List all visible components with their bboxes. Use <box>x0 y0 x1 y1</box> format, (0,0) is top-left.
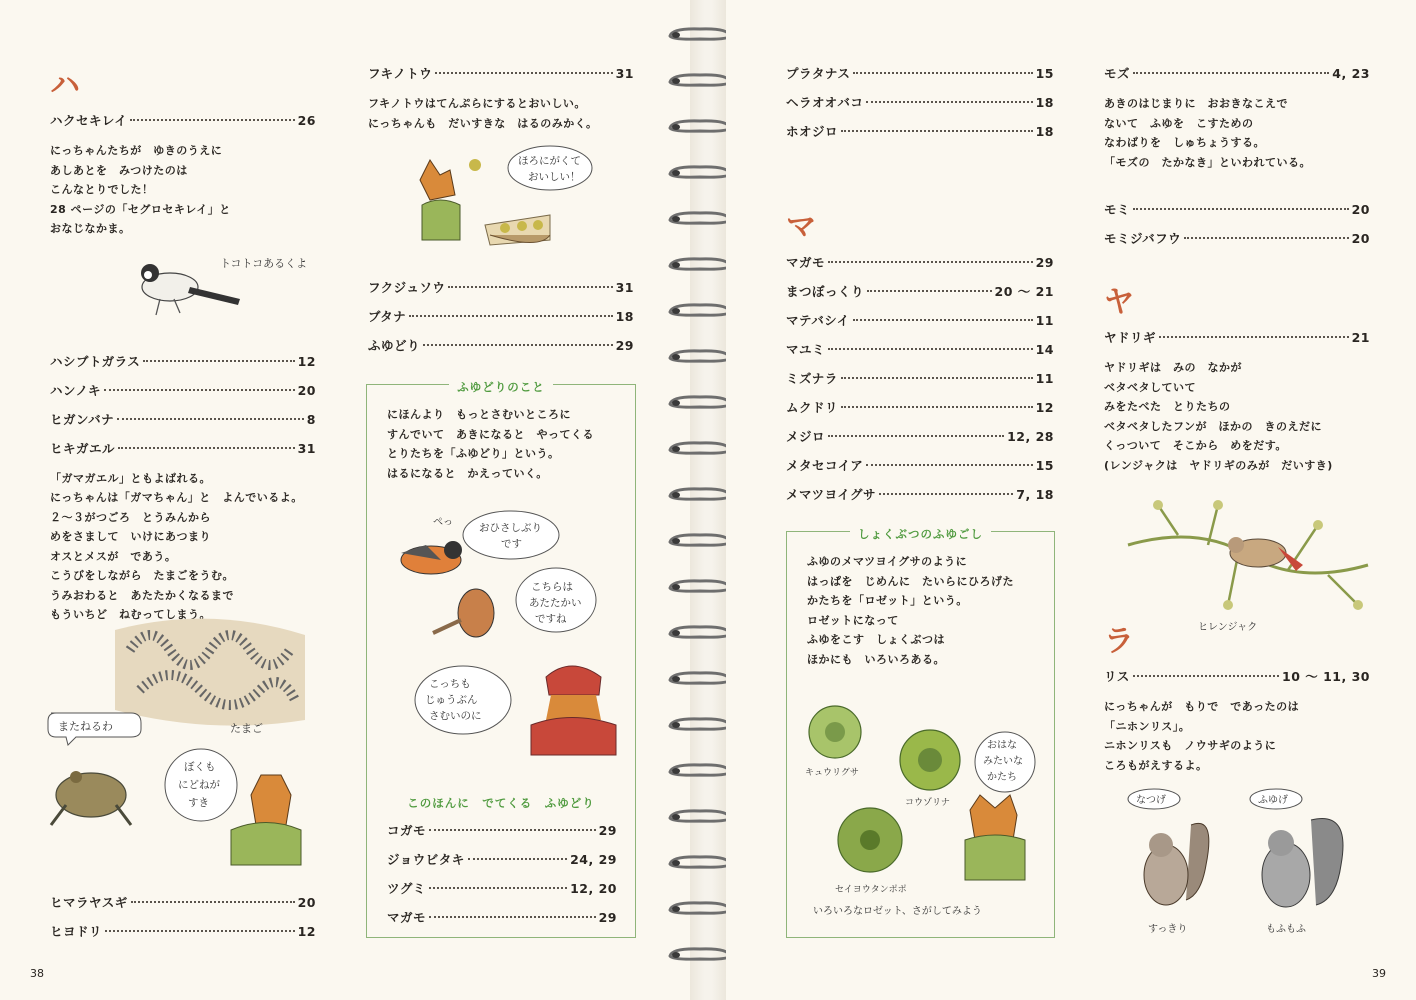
desc-line: にっちゃんも だいすきな はるのみかく。 <box>368 116 598 130</box>
index-entry <box>368 273 634 302</box>
desc-line: こんなとりでした！ <box>50 183 154 196</box>
rosette-caption: いろいろなロゼット、さがしてみよう <box>813 906 982 917</box>
desc-line: 「ガマガエル」ともよばれる。 <box>50 471 211 485</box>
index-entry <box>786 451 1054 480</box>
leader-dots <box>105 930 295 932</box>
entry-page: 18 <box>1035 124 1054 139</box>
entry-page: 10 ～ 11, 30 <box>1282 669 1370 684</box>
entry-name: ヒガンバナ <box>50 411 115 427</box>
plant-label: コウゾリナ <box>905 798 950 808</box>
column-ra <box>1104 622 1370 783</box>
leader-dots <box>429 829 596 831</box>
leader-dots <box>118 447 295 449</box>
spiral-ring <box>668 670 732 686</box>
entry-name: マガモ <box>387 910 427 925</box>
entry-page: 14 <box>1035 342 1054 357</box>
leader-dots <box>841 406 1033 408</box>
entry-name: ツグミ <box>387 881 426 896</box>
entry-page: 31 <box>297 440 316 456</box>
index-entry <box>786 364 1054 393</box>
desc-line: ないて ふゆを こすための <box>1104 116 1254 130</box>
index-entry <box>387 903 617 932</box>
desc-line: ころもがえするよ。 <box>1104 758 1208 772</box>
entry-name: マユミ <box>786 342 826 357</box>
column-fu-b <box>368 273 634 360</box>
spiral-ring <box>668 394 732 410</box>
entry-page: 31 <box>615 280 634 295</box>
entry-name: ホオジロ <box>786 124 839 139</box>
leader-dots <box>1184 237 1348 239</box>
dog-eating-fukinotou-illustration <box>400 140 620 255</box>
leader-dots <box>867 290 991 292</box>
index-entry <box>786 335 1054 364</box>
desc-line: ふゆをこす しょくぶつは <box>807 633 945 646</box>
winter-birds-list <box>387 816 617 932</box>
leader-dots <box>828 435 1004 437</box>
index-entry <box>368 302 634 331</box>
leader-dots <box>468 858 567 860</box>
left-page <box>0 0 690 1000</box>
leader-dots <box>130 119 294 121</box>
entry-name: ブタナ <box>368 309 407 324</box>
plant-wintering-box <box>786 527 1055 938</box>
column-mo <box>1104 59 1370 180</box>
squirrels-illustration <box>1106 785 1366 940</box>
page-number-right: 39 <box>1372 967 1386 980</box>
bird-caption: トコトコあるくよ <box>220 256 308 270</box>
entry-page: 12, 20 <box>570 881 617 896</box>
entry-name: マテバシイ <box>786 313 850 328</box>
leader-dots <box>828 348 1033 350</box>
spiral-ring <box>668 72 732 88</box>
entry-page: 15 <box>1035 66 1054 81</box>
dog-speech-line: すき <box>188 797 209 809</box>
desc-line: ヤドリギは みの なかが <box>1104 361 1242 374</box>
speech-line: こっちも <box>429 678 471 690</box>
entry-page: 20 <box>297 895 316 910</box>
entry-page: 31 <box>615 66 634 81</box>
index-entry <box>387 845 617 874</box>
desc-line: はるになると かえっていく。 <box>387 466 548 480</box>
leader-dots <box>853 319 1033 321</box>
risu-description <box>1104 697 1370 775</box>
leader-dots <box>409 315 612 317</box>
box-title-text: しょくぶつのふゆごし <box>850 527 991 541</box>
speech-line: おひさしぶり <box>479 522 542 534</box>
box-title <box>787 523 1054 542</box>
entry-name: まつぼっくり <box>786 284 865 299</box>
box-title <box>367 376 635 395</box>
leader-dots <box>866 464 1032 466</box>
speech-line: かたち <box>987 772 1017 783</box>
entry-name: ヒキガエル <box>50 440 116 456</box>
desc-line: おなじなかま。 <box>50 222 131 235</box>
squirrel-label: ふゆげ <box>1258 795 1288 806</box>
entry-page: 12 <box>297 924 316 939</box>
leader-dots <box>853 72 1032 74</box>
squirrel-caption: もふもふ <box>1266 924 1306 935</box>
egg-caption: たまご <box>230 722 263 735</box>
entry-page: 4, 23 <box>1332 66 1370 81</box>
entry-name: ハンノキ <box>50 382 102 398</box>
index-entry <box>50 434 316 463</box>
waxwing-mistletoe-illustration <box>1118 485 1388 635</box>
mozu-description <box>1104 94 1370 172</box>
entry-name: プラタナス <box>786 66 851 81</box>
column-ya <box>1104 283 1370 483</box>
leader-dots <box>448 286 612 288</box>
dog-speech-line: ぼくも <box>184 761 216 773</box>
spiral-ring <box>668 578 732 594</box>
spiral-ring <box>668 26 732 42</box>
leader-dots <box>143 360 294 362</box>
desc-line: みをたべた とりたちの <box>1104 400 1231 413</box>
desc-line: 「ニホンリス」。 <box>1104 719 1191 733</box>
index-entry <box>50 347 316 376</box>
spiral-ring <box>668 716 732 732</box>
entry-name: ハクセキレイ <box>50 113 128 128</box>
yadorigi-description <box>1104 358 1370 475</box>
index-entry <box>387 874 617 903</box>
hakusekirei-description <box>50 141 316 239</box>
leader-dots <box>435 72 612 74</box>
desc-line: めをさまして いけにあつまり <box>50 530 211 543</box>
winter-birds-list-title: このほんに でてくる ふゆどり <box>407 796 595 810</box>
spiral-ring <box>668 624 732 640</box>
dog-speech-line: にどねが <box>178 779 220 791</box>
fukinotou-description <box>368 94 634 133</box>
leader-dots <box>1133 208 1349 210</box>
index-entry <box>786 422 1054 451</box>
desc-line: くっついて そこから めをだす。 <box>1104 439 1287 452</box>
entry-name: コガモ <box>387 823 427 838</box>
desc-line: にっちゃんが もりで であったのは <box>1104 700 1300 713</box>
bird-sound: ぺっ <box>433 517 453 528</box>
plant-label: セイヨウタンポポ <box>835 885 907 895</box>
spiral-ring <box>668 164 732 180</box>
desc-line: なわばりを しゅちょうする。 <box>1104 136 1265 149</box>
entry-name: ヒマラヤスギ <box>50 895 128 910</box>
desc-line: ２～３がつごろ とうみんから <box>50 510 211 524</box>
speech-line: ほろにがくて <box>518 155 581 167</box>
spiral-ring <box>668 118 732 134</box>
index-entry <box>368 331 634 360</box>
rosette-description <box>807 552 1014 669</box>
box-title-text: ふゆどりのこと <box>449 380 553 394</box>
entry-page: 29 <box>598 910 617 925</box>
desc-line: かたちを「ロゼット」という。 <box>807 594 968 607</box>
rosette-plants-illustration <box>795 700 1045 925</box>
index-entry <box>50 405 316 434</box>
speech-line: おいしい！ <box>528 171 581 183</box>
entry-page: 21 <box>1351 330 1370 345</box>
column-ha <box>50 66 316 633</box>
entry-page: 7, 18 <box>1016 487 1054 502</box>
index-entry <box>50 888 316 917</box>
entry-page: 12 <box>297 353 316 369</box>
entry-page: 12, 28 <box>1007 429 1054 444</box>
desc-line: はっぱを じめんに たいらにひろげた <box>807 574 1014 588</box>
entry-name: リス <box>1104 669 1130 684</box>
desc-line: すんでいて あきになると やってくる <box>387 427 594 441</box>
winter-birds-illustration <box>371 505 629 761</box>
desc-line: にっちゃんは「ガマちゃん」と よんでいるよ。 <box>50 491 303 504</box>
index-entry <box>50 376 316 405</box>
entry-page: 12 <box>1035 400 1054 415</box>
index-entry <box>1104 195 1370 224</box>
right-page <box>726 0 1416 1000</box>
squirrel-caption: すっきり <box>1148 924 1188 935</box>
entry-name: ヤドリギ <box>1104 330 1157 345</box>
index-entry <box>786 88 1054 117</box>
kana-heading-ha: ハ <box>50 68 80 103</box>
spiral-ring <box>668 348 732 364</box>
entry-page: 8 <box>306 411 316 427</box>
index-entry-hakusekirei <box>50 106 316 135</box>
spiral-ring <box>668 210 732 226</box>
leader-dots <box>828 261 1033 263</box>
desc-line: ベタベタしたフンが ほかの きのえだに <box>1104 419 1323 433</box>
column-momi <box>1104 195 1370 253</box>
desc-line: ほかにも いろいろある。 <box>807 652 945 666</box>
entry-name: マガモ <box>786 255 826 270</box>
index-entry <box>1104 224 1370 253</box>
index-entry <box>387 816 617 845</box>
entry-name: ヘラオオバコ <box>786 95 864 110</box>
speech-line: みたいな <box>983 756 1023 767</box>
desc-line: ベタベタしていて <box>1104 380 1196 394</box>
desc-line: こうびをしながら たまごをうむ。 <box>50 569 234 582</box>
plant-label: キュウリグサ <box>805 768 859 778</box>
column-fu <box>368 59 634 141</box>
leader-dots <box>423 344 613 346</box>
squirrel-label: なつげ <box>1136 795 1166 806</box>
kana-heading-ya: ヤ <box>1104 285 1134 320</box>
speech-line: おはな <box>987 740 1017 751</box>
page-number-left: 38 <box>30 967 44 980</box>
entry-page: 11 <box>1035 371 1054 386</box>
kana-heading-ma: マ <box>786 210 816 245</box>
entry-page: 29 <box>1035 255 1054 270</box>
index-entry <box>786 248 1054 277</box>
index-entry <box>786 306 1054 335</box>
entry-name: ハシブトガラス <box>50 353 141 369</box>
spiral-ring <box>668 532 732 548</box>
desc-line: 「モズの たかなき」といわれている。 <box>1104 155 1311 169</box>
entry-name: ヒヨドリ <box>50 924 103 939</box>
entry-name: モズ <box>1104 66 1131 81</box>
index-entry <box>786 117 1054 146</box>
entry-page: 11 <box>1035 313 1054 328</box>
index-entry <box>786 59 1054 88</box>
spiral-ring <box>668 900 732 916</box>
leader-dots <box>1159 336 1349 338</box>
leader-dots <box>1133 72 1329 74</box>
leader-dots <box>866 101 1032 103</box>
leader-dots <box>879 493 1013 495</box>
desc-line: (レンジャクは ヤドリギのみが だいすき) <box>1104 458 1333 472</box>
entry-name: ムクドリ <box>786 400 839 415</box>
spiral-ring <box>668 302 732 318</box>
entry-name: モミジバフウ <box>1104 231 1182 246</box>
index-entry-yadorigi <box>1104 323 1370 352</box>
spiral-ring <box>668 854 732 870</box>
leader-dots <box>429 916 596 918</box>
leader-dots <box>841 377 1033 379</box>
entry-name: メマツヨイグサ <box>786 487 877 502</box>
entry-name: メタセコイア <box>786 458 864 473</box>
entry-page: 20 <box>297 382 316 398</box>
entry-page: 20 <box>1351 202 1370 217</box>
desc-line: フキノトウはてんぷらにするとおいしい。 <box>368 97 586 110</box>
spiral-ring <box>668 440 732 456</box>
entry-name: ジョウビタキ <box>387 852 465 867</box>
index-entry <box>786 480 1054 509</box>
leader-dots <box>117 418 304 420</box>
spiral-ring <box>668 946 732 962</box>
speech-line: こちらは <box>531 581 573 593</box>
desc-line: にっちゃんたちが ゆきのうえに <box>50 144 223 157</box>
desc-line: ロゼットになって <box>807 613 899 627</box>
hikigaeru-description <box>50 469 316 625</box>
leader-dots <box>429 887 567 889</box>
index-entry-mozu <box>1104 59 1370 88</box>
index-entry <box>786 393 1054 422</box>
entry-page: 24, 29 <box>570 852 617 867</box>
speech-line: ですね <box>535 613 567 625</box>
index-entry-fukinotou <box>368 59 634 88</box>
entry-name: ミズナラ <box>786 371 838 386</box>
bird-caption: ヒレンジャク <box>1198 622 1258 633</box>
desc-line: にほんより もっとさむいところに <box>387 408 571 421</box>
desc-line: うみおわると あたたかくなるまで <box>50 588 234 602</box>
desc-line: あきのはじまりに おおきなこえで <box>1104 97 1288 110</box>
leader-dots <box>131 901 295 903</box>
winter-birds-description <box>387 405 594 483</box>
spiral-ring <box>668 808 732 824</box>
column-pu <box>786 59 1054 146</box>
leader-dots <box>1133 675 1279 677</box>
desc-line: あしあとを みつけたのは <box>50 163 188 177</box>
entry-page: 18 <box>615 309 634 324</box>
column-ha-bottom <box>50 888 316 946</box>
desc-line: 28 ページの「セグロセキレイ」と <box>50 202 231 216</box>
speech-line: あたたかい <box>529 597 582 609</box>
index-entry-risu <box>1104 662 1370 691</box>
spiral-ring <box>668 256 732 272</box>
desc-line: ニホンリスも ノウサギのように <box>1104 739 1277 752</box>
entry-page: 18 <box>1035 95 1054 110</box>
entry-name: メジロ <box>786 429 826 444</box>
column-ma <box>786 208 1054 509</box>
kana-heading-ra: ラ <box>1104 624 1134 659</box>
toad-dog-illustration <box>46 705 306 870</box>
entry-name: ふゆどり <box>368 338 421 353</box>
entry-page: 20 <box>1351 231 1370 246</box>
entry-page: 29 <box>598 823 617 838</box>
desc-line: ふゆのメマツヨイグサのように <box>807 555 968 568</box>
spiral-ring <box>668 486 732 502</box>
entry-page: 20 ～ 21 <box>994 284 1054 299</box>
wagtail-illustration <box>130 247 320 327</box>
entry-page: 26 <box>297 113 316 128</box>
desc-line: オスとメスが であう。 <box>50 549 177 563</box>
desc-line: もういちど ねむってしまう。 <box>50 608 211 621</box>
entry-name: フクジュソウ <box>368 280 446 295</box>
entry-name: フキノトウ <box>368 66 433 81</box>
entry-page: 29 <box>615 338 634 353</box>
speech-line: さむいのに <box>429 710 482 722</box>
winter-birds-box <box>366 380 636 938</box>
entry-name: モミ <box>1104 202 1131 217</box>
leader-dots <box>841 130 1033 132</box>
spiral-ring <box>668 762 732 778</box>
toad-speech-bubble: またねるわ <box>58 720 113 733</box>
leader-dots <box>104 389 295 391</box>
speech-line: です <box>501 538 522 550</box>
speech-line: じゅうぶん <box>425 694 478 706</box>
desc-line: とりたちを「ふゆどり」という。 <box>387 447 560 460</box>
entry-page: 15 <box>1035 458 1054 473</box>
index-entry <box>786 277 1054 306</box>
index-entry <box>50 917 316 946</box>
